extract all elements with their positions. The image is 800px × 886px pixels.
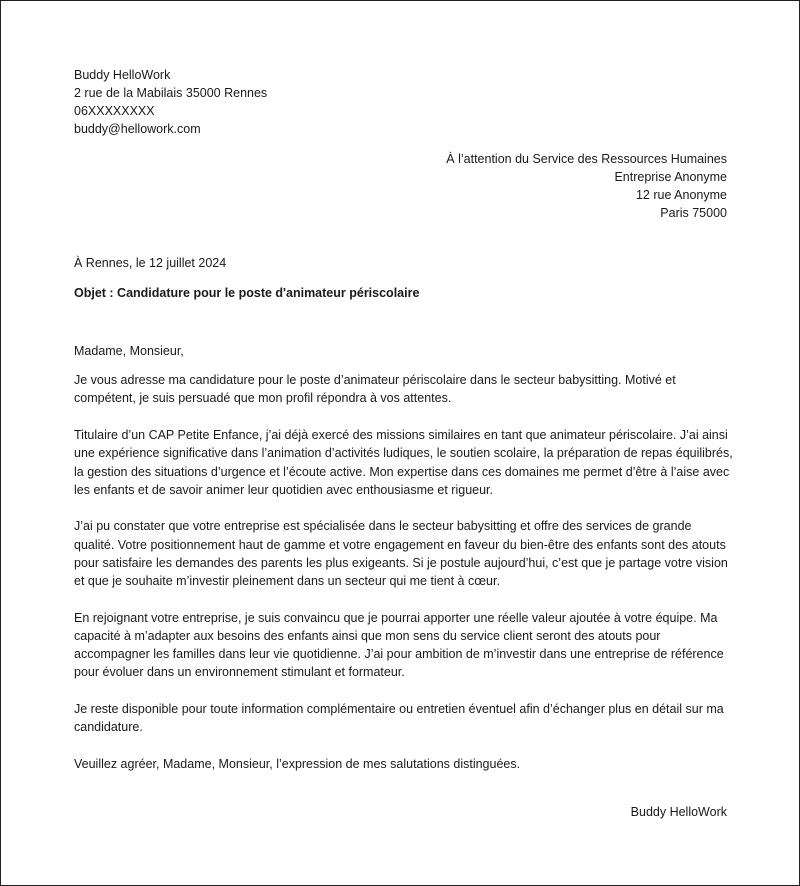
paragraph-availability: Je reste disponible pour toute information complémentaire ou entretien éventuel afin d’échanger plus en détail sur ma candidature. — [74, 702, 724, 735]
paragraph-intro: Je vous adresse ma candidature pour le poste d’animateur périscolaire dans le secteur babysitting. Motivé et compétent, je suis persuadé que mon profil répondra à vos attentes. — [74, 373, 676, 406]
subject-line: Objet : Candidature pour le poste d'animateur périscolaire — [74, 286, 420, 300]
recipient-block — [446, 150, 727, 222]
sender-email: buddy@hellowork.com — [74, 122, 201, 136]
recipient-street: 12 rue Anonyme — [635, 188, 727, 202]
date-line: À Rennes, le 12 juillet 2024 — [74, 256, 227, 270]
signature: Buddy HelloWork — [630, 805, 727, 819]
paragraph-motivation: En rejoignant votre entreprise, je suis convaincu que je pourrai apporter une réelle valeur ajoutée à votre équipe. Ma capacité à m’adapter aux besoins des enfants ainsi que mon sens du service client seront des atouts pour accompagner les familles dans leur vie quotidienne. J’ai pour ambition de m’investir dans une entreprise de référence pour évoluer dans un environnement stimulant et formateur. — [74, 610, 724, 680]
recipient-company: Entreprise Anonyme — [614, 170, 727, 184]
paragraph-company: J’ai pu constater que votre entreprise est spécialisée dans le secteur babysitting et offre des services de grande qualité. Votre positionnement haut de gamme et votre engagement en faveur du bien-être des enfants sont des atouts pour satisfaire les demandes des parents les plus exigeants. Si je postule aujourd’hui, c’est que je partage votre vision et que je souhaite m’investir pleinement dans un secteur qui me tient à cœur. — [74, 519, 728, 589]
letter-body — [74, 342, 734, 792]
sender-address: 2 rue de la Mabilais 35000 Rennes — [74, 86, 268, 100]
salutation: Madame, Monsieur, — [74, 344, 184, 358]
sender-phone: 06XXXXXXXX — [74, 104, 155, 118]
recipient-city: Paris 75000 — [660, 206, 727, 220]
paragraph-closing: Veuillez agréer, Madame, Monsieur, l’expression de mes salutations distinguées. — [74, 756, 521, 771]
sender-block — [74, 66, 267, 138]
recipient-attention: À l’attention du Service des Ressources Humaines — [446, 152, 727, 166]
paragraph-experience: Titulaire d’un CAP Petite Enfance, j’ai déjà exercé des missions similaires en tant que animateur périscolaire. J’ai ainsi une expérience significative dans l’animation d’activités ludiques, le soutien scolaire, la préparation de repas équilibrés, la gestion des situations d’urgence et l’écoute active. Mon expertise dans ces domaines me permet d’être à l’aise avec les enfants et de savoir animer leur quotidien avec enthousiasme et rigueur. — [74, 428, 733, 497]
sender-name: Buddy HelloWork — [74, 68, 171, 82]
